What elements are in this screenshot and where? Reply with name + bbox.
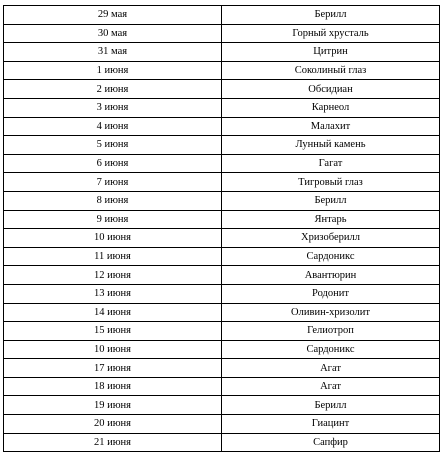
table-row: [4, 322, 440, 341]
stone-cell: Горный хрусталь: [222, 24, 440, 43]
table-row: [4, 136, 440, 155]
table-row: [4, 98, 440, 117]
date-cell: 14 июня: [4, 303, 222, 322]
date-cell: 10 июня: [4, 340, 222, 359]
table-row: [4, 433, 440, 452]
stone-cell: Родонит: [222, 284, 440, 303]
stone-cell: Берилл: [222, 6, 440, 25]
table-row: [4, 396, 440, 415]
stone-cell: Гелиотроп: [222, 322, 440, 341]
stone-cell: Хризоберилл: [222, 229, 440, 248]
stone-cell: Соколиный глаз: [222, 61, 440, 80]
stone-cell: Авантюрин: [222, 266, 440, 285]
date-cell: 9 июня: [4, 210, 222, 229]
date-cell: 13 июня: [4, 284, 222, 303]
date-cell: 20 июня: [4, 415, 222, 434]
stone-cell: Берилл: [222, 191, 440, 210]
table-row: [4, 191, 440, 210]
birthstone-table: [3, 5, 440, 452]
stone-cell: Сардоникс: [222, 340, 440, 359]
table-row: [4, 24, 440, 43]
date-cell: 11 июня: [4, 247, 222, 266]
stone-cell: Обсидиан: [222, 80, 440, 99]
date-cell: 7 июня: [4, 173, 222, 192]
date-cell: 21 июня: [4, 433, 222, 452]
stone-cell: Тигровый глаз: [222, 173, 440, 192]
table-row: [4, 303, 440, 322]
date-cell: 10 июня: [4, 229, 222, 248]
table-row: [4, 117, 440, 136]
table-row: [4, 154, 440, 173]
stone-cell: Гагат: [222, 154, 440, 173]
table-row: [4, 359, 440, 378]
stone-cell: Гиацинт: [222, 415, 440, 434]
table-row: [4, 247, 440, 266]
table-row: [4, 340, 440, 359]
table-row: [4, 377, 440, 396]
table-row: [4, 43, 440, 62]
date-cell: 6 июня: [4, 154, 222, 173]
date-cell: 17 июня: [4, 359, 222, 378]
date-cell: 18 июня: [4, 377, 222, 396]
date-cell: 29 мая: [4, 6, 222, 25]
stone-cell: Янтарь: [222, 210, 440, 229]
date-cell: 8 июня: [4, 191, 222, 210]
stone-cell: Лунный камень: [222, 136, 440, 155]
table-row: [4, 284, 440, 303]
stone-cell: Агат: [222, 377, 440, 396]
stone-cell: Сапфир: [222, 433, 440, 452]
table-row: [4, 6, 440, 25]
stone-cell: Агат: [222, 359, 440, 378]
table-row: [4, 415, 440, 434]
date-cell: 30 мая: [4, 24, 222, 43]
table-row: [4, 266, 440, 285]
table-body: [4, 6, 440, 452]
date-cell: 1 июня: [4, 61, 222, 80]
table-row: [4, 173, 440, 192]
stone-cell: Берилл: [222, 396, 440, 415]
date-cell: 5 июня: [4, 136, 222, 155]
date-cell: 2 июня: [4, 80, 222, 99]
table-row: [4, 210, 440, 229]
date-cell: 12 июня: [4, 266, 222, 285]
table-row: [4, 80, 440, 99]
stone-cell: Сардоникс: [222, 247, 440, 266]
date-cell: 3 июня: [4, 98, 222, 117]
table-row: [4, 229, 440, 248]
stone-cell: Малахит: [222, 117, 440, 136]
date-cell: 15 июня: [4, 322, 222, 341]
stone-cell: Карнеол: [222, 98, 440, 117]
stone-cell: Цитрин: [222, 43, 440, 62]
date-cell: 4 июня: [4, 117, 222, 136]
date-cell: 19 июня: [4, 396, 222, 415]
table-row: [4, 61, 440, 80]
date-cell: 31 мая: [4, 43, 222, 62]
stone-cell: Оливин-хризолит: [222, 303, 440, 322]
